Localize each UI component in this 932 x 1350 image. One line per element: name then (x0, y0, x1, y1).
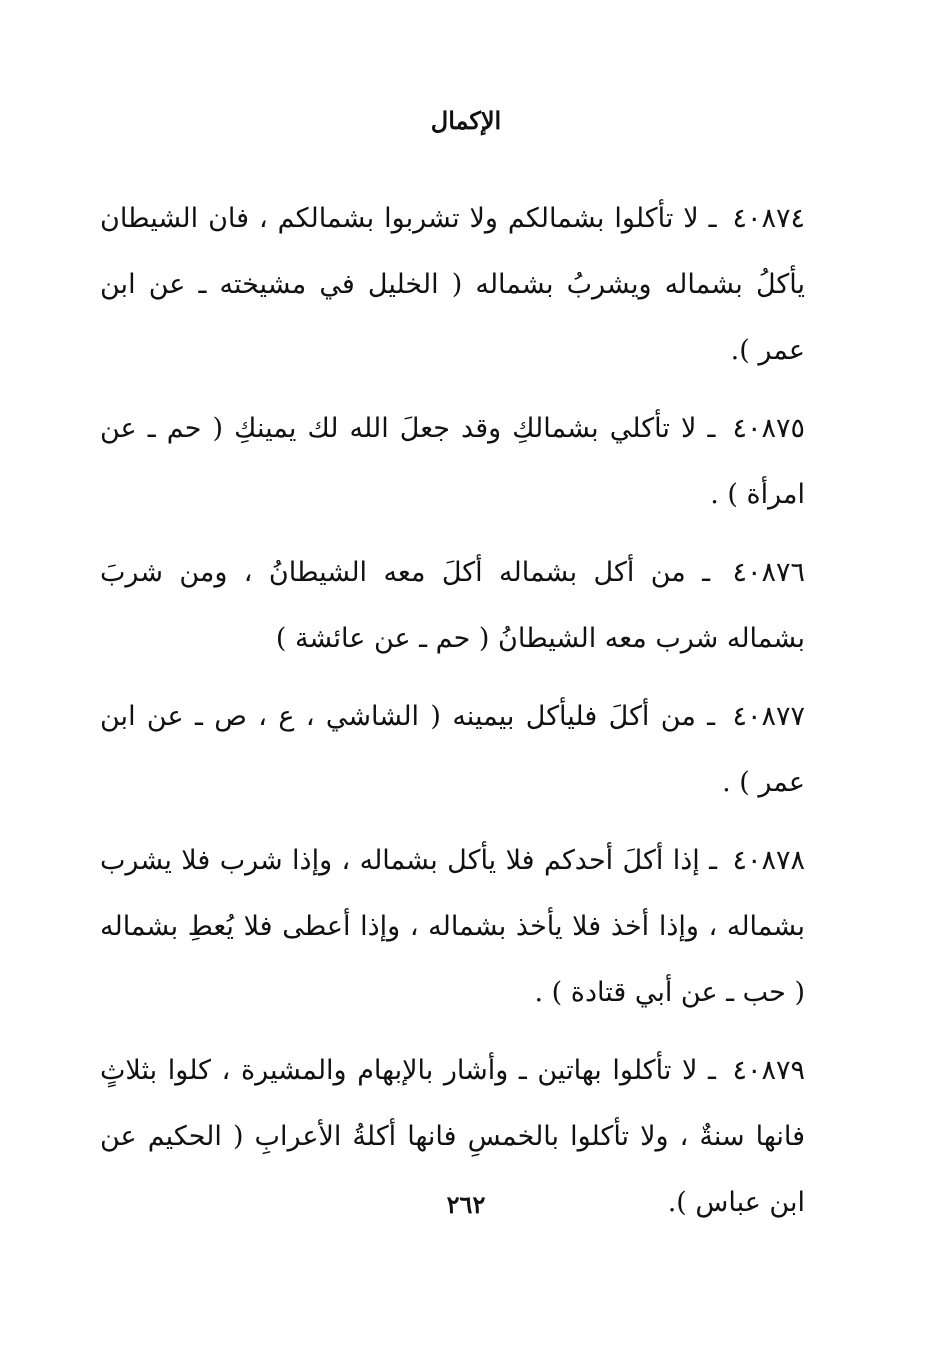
hadith-text: ـ إذا أكلَ أحدكم فلا يأكل بشماله ، وإذا شرب فلا يشرب بشماله ، وإذا أخذ فلا يأخذ بشماله ، وإذا أعطى فلا يُعطِ بشماله ( حب ـ عن أبي قتادة ) . (100, 845, 805, 1008)
hadith-entry (100, 186, 805, 384)
hadith-number: ٤٠٨٧٦ (732, 557, 805, 588)
hadith-entry (100, 828, 805, 1026)
hadith-number: ٤٠٨٧٥ (732, 413, 805, 444)
hadith-list (100, 186, 805, 1248)
hadith-number: ٤٠٨٧٩ (732, 1055, 805, 1086)
hadith-number: ٤٠٨٧٨ (732, 845, 806, 876)
hadith-entry (100, 684, 805, 816)
hadith-number: ٤٠٨٧٤ (732, 203, 805, 234)
page-header: الإكمال (430, 106, 502, 135)
page-number: ٢٦٢ (446, 1190, 486, 1219)
hadith-text: ـ لا تأكلوا بشمالكم ولا تشربوا بشمالكم ، فان الشيطان يأكلُ بشماله ويشربُ بشماله ( الخليل في مشيخته ـ عن ابن عمر ). (100, 203, 805, 366)
hadith-number: ٤٠٨٧٧ (732, 701, 805, 732)
hadith-entry (100, 540, 805, 672)
hadith-text: ـ لا تأكلوا بهاتين ـ وأشار بالإبهام والمشيرة ، كلوا بثلاثٍ فانها سنةٌ ، ولا تأكلوا بالخمسِ فانها أكلةُ الأعرابِ ( الحكيم عن ابن عباس ). (100, 1055, 805, 1218)
hadith-text: ـ من أكل بشماله أكلَ معه الشيطانُ ، ومن شربَ بشماله شرب معه الشيطانُ ( حم ـ عن عائشة ) (100, 557, 805, 654)
hadith-text: ـ لا تأكلي بشمالكِ وقد جعلَ الله لك يمينكِ ( حم ـ عن امرأة ) . (100, 413, 805, 510)
hadith-text: ـ من أكلَ فليأكل بيمينه ( الشاشي ، ع ، ص ـ عن ابن عمر ) . (100, 701, 805, 798)
hadith-entry (100, 396, 805, 528)
